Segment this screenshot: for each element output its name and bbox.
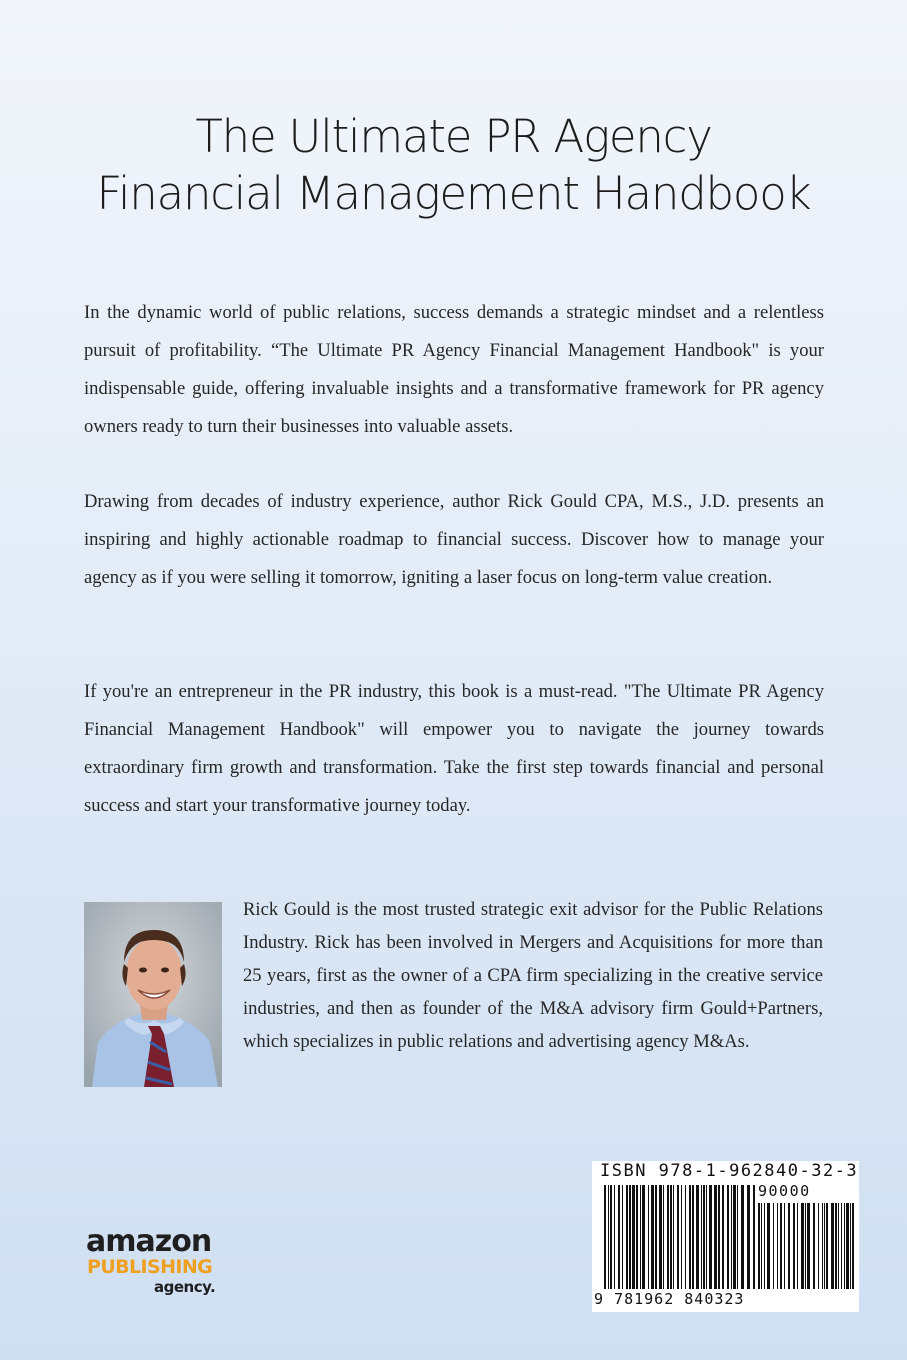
barcode-addon-bar	[813, 1203, 815, 1289]
author-bio: Rick Gould is the most trusted strategic exit advisor for the Public Relations Industry. Rick has been involved in Mergers and Acquisitions for more than 25 years, first as the owner of a CPA firm specializing in the creative service industries, and then as founder of the M&A advisory firm Gould+Partners, which specializes in public relations and advertising agency M&As.	[243, 899, 823, 1052]
barcode-addon-bar	[777, 1203, 778, 1289]
author-photo	[84, 902, 222, 1087]
barcode-bar	[747, 1185, 750, 1289]
barcode-addon-bar	[784, 1203, 785, 1289]
barcode-bar	[677, 1185, 679, 1289]
barcode-bar	[737, 1185, 738, 1289]
barcode-bar	[655, 1185, 657, 1289]
barcode-bar	[614, 1185, 615, 1289]
barcode-addon-bar	[824, 1203, 825, 1289]
barcode-bar	[640, 1185, 641, 1289]
barcode-bar	[741, 1185, 744, 1289]
barcode-addon-bar	[838, 1203, 839, 1289]
barcode-bar	[685, 1185, 686, 1289]
barcode-bar	[622, 1185, 623, 1289]
barcode-bar	[689, 1185, 691, 1289]
isbn-label: ISBN 978-1-962840-32-3	[600, 1161, 859, 1181]
barcode-bar	[692, 1185, 694, 1289]
barcode-bar	[706, 1185, 707, 1289]
barcode-addon-bar	[767, 1203, 770, 1289]
description-paragraph-2: Drawing from decades of industry experience, author Rick Gould CPA, M.S., J.D. presents an inspiring and highly actionable roadmap to financial success. Discover how to manage your agency as if you were selling it tomorrow, igniting a laser focus on long-term value creation.	[84, 491, 824, 588]
barcode-addon-bar	[850, 1203, 851, 1289]
barcode-bar	[636, 1185, 638, 1289]
barcode-bar	[610, 1185, 612, 1289]
publisher-logo-line-2: PUBLISHING	[87, 1256, 213, 1278]
barcode-bar	[681, 1185, 682, 1289]
barcode-bar	[753, 1185, 755, 1289]
book-title-line-1: The Ultimate PR Agency	[195, 110, 712, 163]
barcode-addon-bar	[835, 1203, 837, 1289]
author-portrait-illustration	[84, 902, 222, 1087]
barcode-bar	[651, 1185, 654, 1289]
barcode-addon-bar	[826, 1203, 828, 1289]
barcode-addon-bar	[852, 1203, 854, 1289]
description-paragraph-3: If you're an entrepreneur in the PR industry, this book is a must-read. "The Ultimate PR Agency Financial Management Handbook" will empower you to navigate the journey towards extraordinary firm growth and transformation. Take the first step towards financial and personal success and start your transformative journey today.	[84, 681, 824, 816]
publisher-logo-line-3: agency.	[154, 1278, 216, 1296]
book-title	[0, 108, 907, 222]
barcode-bar	[629, 1185, 631, 1289]
barcode-bar	[733, 1185, 736, 1289]
barcode-bar	[673, 1185, 674, 1289]
barcode-addon-bar	[801, 1203, 804, 1289]
barcode-addon-bar	[793, 1203, 795, 1289]
barcode-bar	[731, 1185, 732, 1289]
barcode-bar	[714, 1185, 717, 1289]
barcode-addon-bar	[761, 1203, 762, 1289]
barcode-bar	[703, 1185, 705, 1289]
barcode-bar	[670, 1185, 672, 1289]
barcode-addon-bar	[846, 1203, 849, 1289]
barcode-bar	[608, 1185, 609, 1289]
barcode-bar	[632, 1185, 635, 1289]
barcode-addon-bar	[841, 1203, 842, 1289]
description-paragraph-1: In the dynamic world of public relations, success demands a strategic mindset and a relentless pursuit of profitability. “The Ultimate PR Agency Financial Management Handbook" is your indispensable guide, offering invaluable insights and a transformative framework for PR agency owners ready to turn their businesses into valuable assets.	[84, 302, 824, 437]
barcode-bar	[696, 1185, 699, 1289]
barcode-addon-bar	[797, 1203, 798, 1289]
barcode-addon-bar	[822, 1203, 823, 1289]
barcode-addon-bar	[844, 1203, 845, 1289]
barcode-bar	[727, 1185, 729, 1289]
barcode-addon-bar	[780, 1203, 782, 1289]
barcode-bar	[667, 1185, 669, 1289]
barcode-addon-bar	[764, 1203, 765, 1289]
barcode-addon-bar	[831, 1203, 834, 1289]
barcode-addon-bar	[788, 1203, 790, 1289]
barcode-addon-bar	[805, 1203, 806, 1289]
barcode-bar	[701, 1185, 702, 1289]
barcode-addon-bar	[758, 1203, 760, 1289]
publisher-logo-line-1: amazon	[86, 1224, 212, 1259]
barcode-bar	[663, 1185, 664, 1289]
barcode-bar	[604, 1185, 606, 1289]
barcode-bar	[618, 1185, 620, 1289]
barcode-bar	[709, 1185, 712, 1289]
barcode-bar	[718, 1185, 720, 1289]
barcode-addon-bar	[807, 1203, 810, 1289]
barcode-bar	[648, 1185, 649, 1289]
barcode-bar	[659, 1185, 662, 1289]
barcode-bar	[722, 1185, 724, 1289]
barcode-panel	[592, 1161, 859, 1312]
book-title-line-2: Financial Management Handbook	[96, 167, 811, 220]
barcode-addon-bar	[773, 1203, 774, 1289]
barcode-bar	[642, 1185, 645, 1289]
publisher-logo	[86, 1224, 236, 1304]
barcode-bar	[626, 1185, 628, 1289]
barcode-addon-bar	[818, 1203, 819, 1289]
price-code: 90000	[758, 1182, 811, 1200]
ean-digits: 9 781962 840323	[594, 1290, 745, 1308]
